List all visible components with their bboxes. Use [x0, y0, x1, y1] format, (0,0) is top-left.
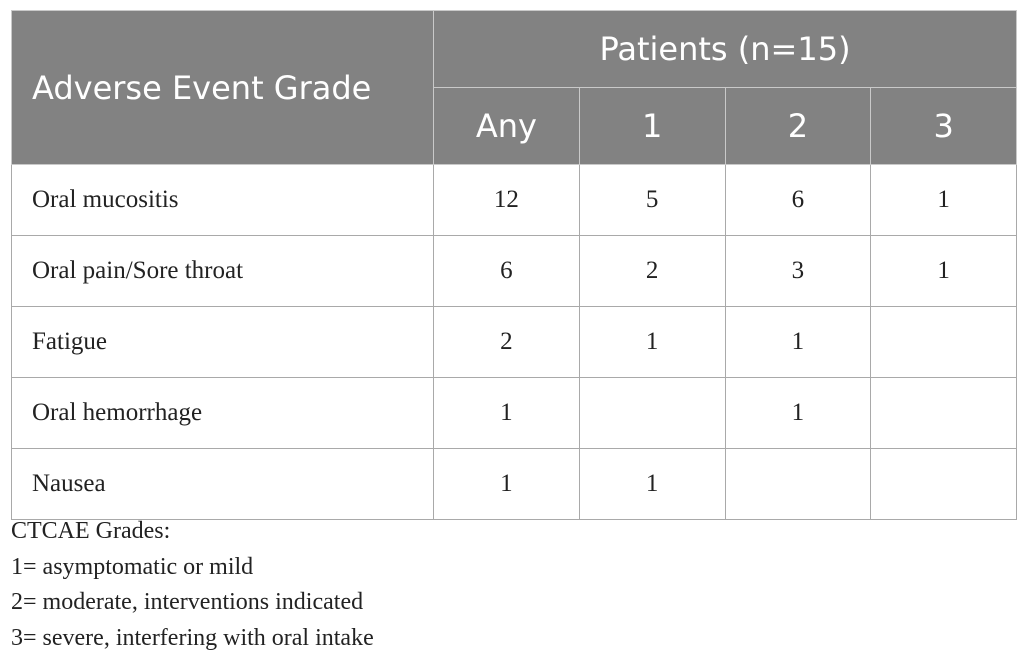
cell-grade-2: 1: [725, 307, 871, 378]
adverse-events-table: [11, 10, 1017, 520]
grade-header-any: Any: [434, 88, 580, 165]
table-row: [12, 449, 1017, 520]
table-footnotes: [11, 514, 374, 656]
cell-grade-2: 1: [725, 378, 871, 449]
table-row: [12, 378, 1017, 449]
cell-grade-3: [871, 378, 1017, 449]
grade-header-2: 2: [725, 88, 871, 165]
cell-grade-3: 1: [871, 165, 1017, 236]
grade-header-3: 3: [871, 88, 1017, 165]
cell-grade-2: 3: [725, 236, 871, 307]
footnote-line: 2= moderate, interventions indicated: [11, 589, 364, 615]
row-label: Oral pain/Sore throat: [12, 236, 434, 307]
cell-grade-1: [579, 378, 725, 449]
cell-any: 1: [434, 378, 580, 449]
row-label: Fatigue: [12, 307, 434, 378]
cell-grade-2: [725, 449, 871, 520]
footnote-title: CTCAE Grades:: [11, 518, 171, 544]
cell-grade-1: 1: [579, 307, 725, 378]
cell-any: 2: [434, 307, 580, 378]
table-row: [12, 165, 1017, 236]
cell-grade-3: [871, 307, 1017, 378]
table-row: [12, 307, 1017, 378]
row-label: Oral mucositis: [12, 165, 434, 236]
adverse-events-table-container: [11, 10, 1016, 520]
cell-grade-2: 6: [725, 165, 871, 236]
cell-any: 12: [434, 165, 580, 236]
row-label: Oral hemorrhage: [12, 378, 434, 449]
footnote-line: 3= severe, interfering with oral intake: [11, 624, 374, 651]
row-label: Nausea: [12, 449, 434, 520]
cell-any: 6: [434, 236, 580, 307]
cell-grade-1: 5: [579, 165, 725, 236]
cell-grade-3: [871, 449, 1017, 520]
patients-group-header: Patients (n=15): [434, 11, 1017, 88]
grade-header-1: 1: [579, 88, 725, 165]
cell-grade-1: 2: [579, 236, 725, 307]
cell-grade-3: 1: [871, 236, 1017, 307]
cell-any: 1: [434, 449, 580, 520]
footnote-line: 1= asymptomatic or mild: [11, 553, 254, 580]
table-row: [12, 236, 1017, 307]
corner-header: Adverse Event Grade: [12, 11, 434, 165]
cell-grade-1: 1: [579, 449, 725, 520]
